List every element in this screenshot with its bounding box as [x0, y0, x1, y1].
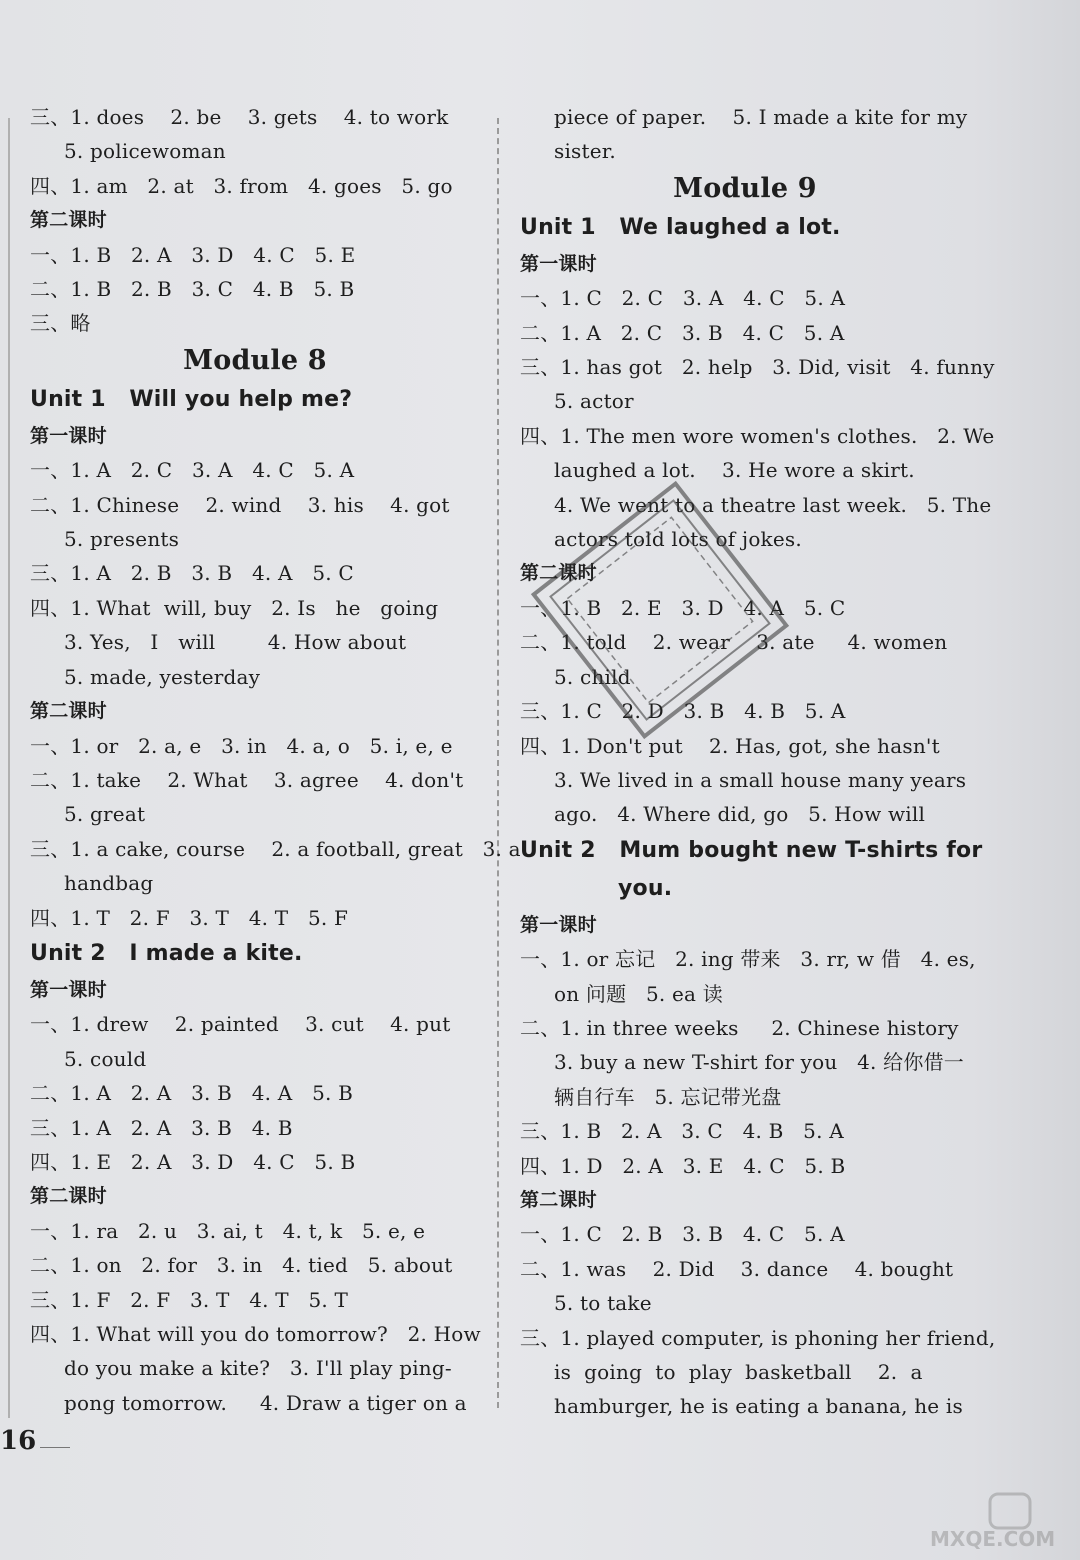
answer-line-continued: on 问题 5. ea 读	[554, 981, 723, 1006]
answer-line: 二、1. in three weeks 2. Chinese history	[520, 1015, 959, 1040]
answer-line: 三、1. has got 2. help 3. Did, visit 4. funny	[520, 355, 995, 380]
answer-line: 一、1. drew 2. painted 3. cut 4. put	[30, 1012, 451, 1037]
lesson-heading: 第一课时	[520, 913, 597, 936]
right-column	[520, 100, 996, 1424]
answer-line: 二、1. Chinese 2. wind 3. his 4. got	[30, 492, 450, 517]
page-number-rule	[40, 1447, 70, 1448]
answer-line: 二、1. B 2. B 3. C 4. B 5. B	[30, 277, 355, 302]
answer-line: 一、1. ra 2. u 3. ai, t 4. t, k 5. e, e	[30, 1218, 426, 1243]
answer-line: 二、1. was 2. Did 3. dance 4. bought	[520, 1256, 954, 1281]
answer-line-continued: pong tomorrow. 4. Draw a tiger on a	[64, 1390, 467, 1415]
page-number: 16	[0, 1426, 37, 1456]
answer-line-continued: is going to play basketball 2. a	[554, 1360, 923, 1384]
answer-line: 四、1. The men wore women's clothes. 2. We	[520, 423, 995, 448]
answer-line-continued: handbag	[64, 871, 154, 896]
answer-line: 四、1. Don't put 2. Has, got, she hasn't	[520, 733, 940, 758]
answer-line: 一、1. or 2. a, e 3. in 4. a, o 5. i, e, e	[30, 733, 453, 758]
watermark-logo	[870, 1490, 1070, 1550]
watermark-text: MXQE.COM	[930, 1527, 1056, 1550]
answer-line-continued: laughed a lot. 3. He wore a skirt.	[554, 458, 915, 483]
answer-line: 一、1. C 2. C 3. A 4. C 5. A	[520, 286, 846, 311]
lesson-heading: 第一课时	[30, 424, 107, 447]
answer-line: 三、略	[30, 311, 91, 336]
answer-line: 三、1. A 2. A 3. B 4. B	[30, 1115, 293, 1140]
lesson-heading: 第一课时	[520, 252, 597, 275]
answer-line: 四、1. What will you do tomorrow? 2. How	[30, 1322, 481, 1346]
lesson-heading: 第二课时	[30, 209, 107, 232]
answer-line: 二、1. A 2. C 3. B 4. C 5. A	[520, 320, 845, 345]
unit-heading: Unit 2 Mum bought new T-shirts for	[520, 837, 983, 863]
answer-line: 一、1. B 2. E 3. D 4. A 5. C	[520, 595, 846, 620]
answer-line-continued: 辆自行车 5. 忘记带光盘	[554, 1084, 782, 1109]
module-heading: Module 8	[183, 344, 327, 376]
lesson-heading: 第二课时	[30, 700, 107, 723]
answer-line-continued: hamburger, he is eating a banana, he is	[554, 1394, 963, 1419]
unit-heading: Unit 1 Will you help me?	[30, 386, 353, 412]
answer-line: 四、1. D 2. A 3. E 4. C 5. B	[520, 1153, 846, 1178]
answer-line-continued: 5. actor	[554, 389, 634, 414]
answer-line: 二、1. take 2. What 3. agree 4. don't	[30, 767, 464, 792]
answer-line-continued: 5. made, yesterday	[64, 664, 261, 689]
answer-line: 三、1. F 2. F 3. T 4. T 5. T	[30, 1287, 349, 1312]
answer-line: 三、1. A 2. B 3. B 4. A 5. C	[30, 561, 354, 586]
answer-line: 二、1. on 2. for 3. in 4. tied 5. about	[30, 1253, 453, 1278]
answer-line: 三、1. does 2. be 3. gets 4. to work	[30, 105, 449, 129]
answer-line: 四、1. T 2. F 3. T 4. T 5. F	[30, 905, 349, 930]
answer-line-continued: 4. We went to a theatre last week. 5. The	[554, 492, 992, 517]
answer-line-continued: 5. could	[64, 1046, 147, 1071]
answer-line-continued: actors told lots of jokes.	[554, 527, 802, 552]
unit-heading-continued: you.	[618, 875, 673, 901]
answer-line-continued: 5. presents	[64, 527, 180, 552]
answer-line: 三、1. a cake, course 2. a football, great 3. a	[30, 836, 521, 861]
answer-line: 二、1. A 2. A 3. B 4. A 5. B	[30, 1081, 354, 1106]
lesson-heading: 第二课时	[30, 1185, 107, 1208]
module-heading: Module 9	[673, 172, 817, 204]
answer-line: 一、1. B 2. A 3. D 4. C 5. E	[30, 242, 356, 267]
answer-line-continued: sister.	[554, 139, 616, 164]
lesson-heading: 第一课时	[30, 978, 107, 1001]
stamp-seal	[500, 480, 820, 740]
answer-line-continued: do you make a kite? 3. I'll play ping-	[64, 1356, 452, 1381]
answer-line: 三、1. C 2. D 3. B 4. B 5. A	[520, 699, 846, 724]
column-divider	[497, 118, 499, 1408]
answer-line: 三、1. B 2. A 3. C 4. B 5. A	[520, 1119, 844, 1144]
answer-line: 四、1. What will, buy 2. Is he going	[30, 595, 439, 620]
answer-line-continued: 5. child	[554, 664, 631, 689]
answer-line: 一、1. A 2. C 3. A 4. C 5. A	[30, 458, 355, 483]
answer-line-continued: 5. policewoman	[64, 139, 226, 164]
answer-line-continued: 3. Yes, I will 4. How about	[64, 630, 407, 655]
answer-line-continued: ago. 4. Where did, go 5. How will	[554, 802, 926, 827]
lesson-heading: 第二课时	[520, 562, 597, 585]
lesson-heading: 第二课时	[520, 1188, 597, 1211]
unit-heading: Unit 2 I made a kite.	[30, 940, 303, 966]
answer-line-continued: 3. buy a new T-shirt for you 4. 给你借一	[554, 1050, 964, 1075]
answer-line: 一、1. or 忘记 2. ing 带来 3. rr, w 借 4. es,	[520, 947, 976, 972]
answer-line: 二、1. told 2. wear 3. ate 4. women	[520, 630, 948, 655]
answer-line-continued: 5. great	[64, 802, 146, 827]
margin-line	[8, 118, 10, 1418]
answer-line: 一、1. C 2. B 3. B 4. C 5. A	[520, 1222, 845, 1247]
unit-heading: Unit 1 We laughed a lot.	[520, 214, 841, 240]
answer-line-continued: 3. We lived in a small house many years	[554, 767, 967, 792]
left-column	[30, 100, 521, 1420]
answer-line-continued: piece of paper. 5. I made a kite for my	[554, 105, 968, 129]
answer-line: 四、1. E 2. A 3. D 4. C 5. B	[30, 1149, 356, 1174]
answer-line-continued: 5. to take	[554, 1291, 652, 1316]
answer-line: 四、1. am 2. at 3. from 4. goes 5. go	[30, 173, 453, 198]
answer-line: 三、1. played computer, is phoning her friend,	[520, 1325, 996, 1350]
